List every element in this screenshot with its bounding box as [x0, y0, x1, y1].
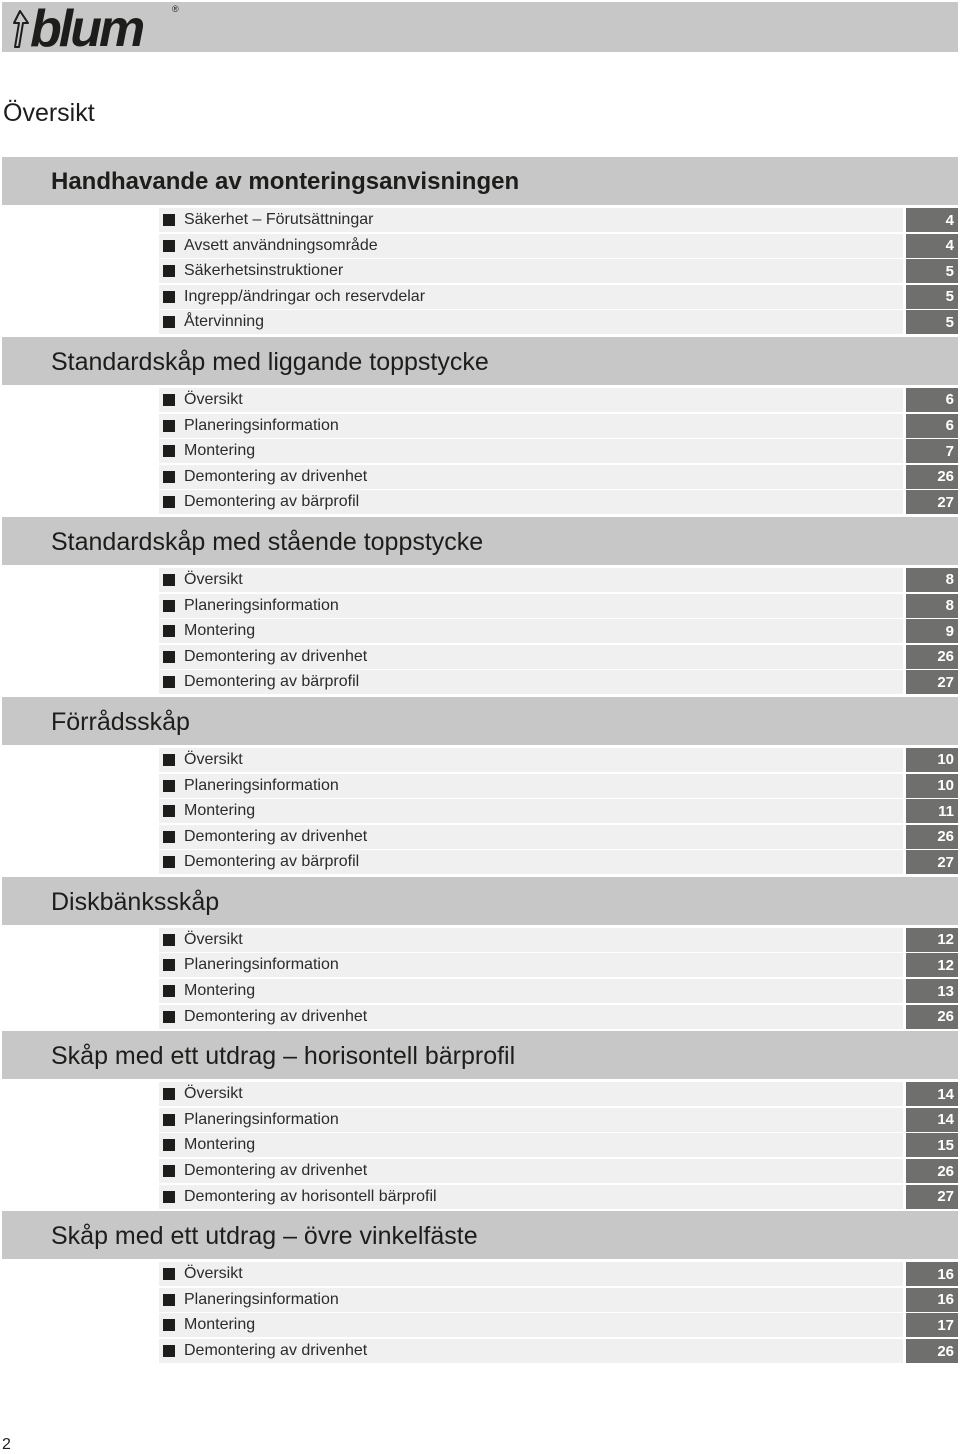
- toc-entry-label: Översikt: [184, 930, 243, 948]
- toc-entry-main: [159, 774, 903, 798]
- toc-entry-main: [159, 310, 903, 334]
- toc-entry-main: [159, 1262, 903, 1286]
- toc-entry-page-number: 4: [906, 208, 958, 232]
- toc-entry[interactable]: [159, 1005, 958, 1029]
- toc-entry[interactable]: [159, 1133, 958, 1157]
- header-band: [2, 0, 958, 58]
- toc-entry[interactable]: [159, 619, 958, 643]
- toc-entry-main: [159, 208, 903, 232]
- square-bullet-icon: [163, 420, 175, 432]
- square-bullet-icon: [163, 240, 175, 252]
- toc-entry-label: Planeringsinformation: [184, 416, 339, 434]
- toc-entry-main: [159, 825, 903, 849]
- toc-entry-page-number: 5: [906, 259, 958, 283]
- toc-entry-main: [159, 928, 903, 952]
- toc-entry-page-number: 27: [906, 490, 958, 514]
- toc-entry-label: Montering: [184, 982, 256, 1000]
- toc-entry-label: Demontering av drivenhet: [184, 1162, 368, 1180]
- toc-entry-label: Demontering av bärprofil: [184, 673, 360, 691]
- toc-entry-page-number: 26: [906, 645, 958, 669]
- toc-entry-page-number: 17: [906, 1313, 958, 1337]
- square-bullet-icon: [163, 625, 175, 637]
- toc-entry-page-number: 26: [906, 1339, 958, 1363]
- toc-entry-label: Återvinning: [184, 313, 265, 331]
- toc-entry-page-number: 16: [906, 1288, 958, 1312]
- toc-entry[interactable]: [159, 594, 958, 618]
- square-bullet-icon: [163, 1088, 175, 1100]
- toc-entry-page-number: 6: [906, 414, 958, 438]
- toc-entry[interactable]: [159, 825, 958, 849]
- toc-entry-page-number: 5: [906, 285, 958, 309]
- toc-entry[interactable]: [159, 388, 958, 412]
- toc-entry[interactable]: [159, 259, 958, 283]
- page-number: 2: [2, 1436, 11, 1453]
- toc-entry[interactable]: [159, 979, 958, 1003]
- toc-entry-label: Demontering av drivenhet: [184, 467, 368, 485]
- toc-entry[interactable]: [159, 568, 958, 592]
- toc-entry-page-number: 5: [906, 310, 958, 334]
- toc-entry[interactable]: [159, 208, 958, 232]
- square-bullet-icon: [163, 316, 175, 328]
- square-bullet-icon: [163, 1139, 175, 1151]
- toc-entry-main: [159, 490, 903, 514]
- toc-entry-page-number: 8: [906, 568, 958, 592]
- toc-entry-label: Demontering av bärprofil: [184, 853, 360, 871]
- toc-entry-label: Planeringsinformation: [184, 1110, 339, 1128]
- toc-entry-label: Översikt: [184, 390, 243, 408]
- section-title: Skåp med ett utdrag – övre vinkelfäste: [51, 1222, 478, 1251]
- toc-entry-label: Ingrepp/ändringar och reservdelar: [184, 287, 426, 305]
- page-title: Översikt: [3, 99, 95, 127]
- square-bullet-icon: [163, 394, 175, 406]
- toc-entry-label: Översikt: [184, 1085, 243, 1103]
- toc-entry[interactable]: [159, 748, 958, 772]
- toc-entry-main: [159, 799, 903, 823]
- toc-entry-label: Planeringsinformation: [184, 1290, 339, 1308]
- toc-entry[interactable]: [159, 1185, 958, 1209]
- toc-entry[interactable]: [159, 1313, 958, 1337]
- toc-entry-label: Montering: [184, 1316, 256, 1334]
- toc-entry[interactable]: [159, 670, 958, 694]
- square-bullet-icon: [163, 1319, 175, 1331]
- toc-entry-main: [159, 748, 903, 772]
- toc-entry-main: [159, 1288, 903, 1312]
- section-title: Standardskåp med liggande toppstycke: [51, 347, 489, 376]
- toc-entry-main: [159, 1339, 903, 1363]
- square-bullet-icon: [163, 1294, 175, 1306]
- square-bullet-icon: [163, 805, 175, 817]
- toc-entry-main: [159, 234, 903, 258]
- toc-entry[interactable]: [159, 1108, 958, 1132]
- toc-entry-page-number: 27: [906, 670, 958, 694]
- toc-entry[interactable]: [159, 234, 958, 258]
- toc-entry[interactable]: [159, 414, 958, 438]
- toc-entry-page-number: 10: [906, 748, 958, 772]
- toc-entry-label: Demontering av drivenhet: [184, 647, 368, 665]
- table-of-contents: [2, 156, 958, 1365]
- toc-entry-label: Demontering av drivenhet: [184, 827, 368, 845]
- toc-entry-label: Säkerhetsinstruktioner: [184, 262, 344, 280]
- logo-text: blum: [30, 0, 143, 58]
- toc-entry-label: Översikt: [184, 1265, 243, 1283]
- toc-entry-main: [159, 1133, 903, 1157]
- toc-entry-page-number: 13: [906, 979, 958, 1003]
- toc-entry-page-number: 12: [906, 953, 958, 977]
- toc-entry[interactable]: [159, 490, 958, 514]
- toc-entry-label: Demontering av bärprofil: [184, 493, 360, 511]
- toc-entry-main: [159, 1005, 903, 1029]
- registered-mark: ®: [172, 4, 179, 14]
- square-bullet-icon: [163, 291, 175, 303]
- toc-entry-page-number: 10: [906, 774, 958, 798]
- toc-entry-label: Montering: [184, 442, 256, 460]
- toc-entry-page-number: 27: [906, 1185, 958, 1209]
- toc-entry-main: [159, 645, 903, 669]
- toc-entry-page-number: 27: [906, 850, 958, 874]
- toc-entry[interactable]: [159, 1082, 958, 1106]
- section-title: Förrådsskåp: [51, 707, 190, 736]
- square-bullet-icon: [163, 934, 175, 946]
- toc-entry-page-number: 9: [906, 619, 958, 643]
- square-bullet-icon: [163, 1268, 175, 1280]
- toc-entry-main: [159, 670, 903, 694]
- toc-entry-label: Planeringsinformation: [184, 956, 339, 974]
- toc-entry-main: [159, 1185, 903, 1209]
- toc-entry-label: Montering: [184, 1136, 256, 1154]
- toc-entry-page-number: 12: [906, 928, 958, 952]
- toc-entry-label: Översikt: [184, 750, 243, 768]
- toc-entry[interactable]: [159, 310, 958, 334]
- square-bullet-icon: [163, 471, 175, 483]
- toc-entry-page-number: 16: [906, 1262, 958, 1286]
- toc-entry-label: Demontering av drivenhet: [184, 1342, 368, 1359]
- toc-entry-label: Översikt: [184, 570, 243, 588]
- section-header: [2, 156, 958, 205]
- toc-entry[interactable]: [159, 928, 958, 952]
- toc-entry-label: Avsett användningsområde: [184, 236, 378, 254]
- toc-entry-main: [159, 1082, 903, 1106]
- toc-entry-page-number: 11: [906, 799, 958, 823]
- toc-entry-label: Demontering av horisontell bärprofil: [184, 1187, 437, 1205]
- toc-entry[interactable]: [159, 850, 958, 874]
- square-bullet-icon: [163, 651, 175, 663]
- square-bullet-icon: [163, 214, 175, 226]
- toc-entry[interactable]: [159, 799, 958, 823]
- toc-entry-label: Planeringsinformation: [184, 776, 339, 794]
- toc-entry-page-number: 4: [906, 234, 958, 258]
- toc-entry[interactable]: [159, 1339, 958, 1363]
- square-bullet-icon: [163, 1011, 175, 1023]
- toc-entry-page-number: 26: [906, 825, 958, 849]
- toc-entry-main: [159, 414, 903, 438]
- square-bullet-icon: [163, 856, 175, 868]
- toc-entry-page-number: 8: [906, 594, 958, 618]
- toc-entry-label: Montering: [184, 622, 256, 640]
- toc-entry-label: Planeringsinformation: [184, 596, 339, 614]
- toc-entry-main: [159, 850, 903, 874]
- toc-entry-label: Säkerhet – Förutsättningar: [184, 211, 374, 228]
- toc-entry-main: [159, 285, 903, 309]
- square-bullet-icon: [163, 780, 175, 792]
- toc-entry-main: [159, 465, 903, 489]
- toc-entry-page-number: 14: [906, 1108, 958, 1132]
- square-bullet-icon: [163, 959, 175, 971]
- square-bullet-icon: [163, 1191, 175, 1203]
- section-title: Diskbänksskåp: [51, 887, 220, 916]
- section-header: [2, 516, 958, 565]
- toc-entry-main: [159, 259, 903, 283]
- toc-entry[interactable]: [159, 285, 958, 309]
- toc-entry-main: [159, 1313, 903, 1337]
- square-bullet-icon: [163, 600, 175, 612]
- square-bullet-icon: [163, 1165, 175, 1177]
- square-bullet-icon: [163, 265, 175, 277]
- toc-entry[interactable]: [159, 1159, 958, 1183]
- toc-entry-main: [159, 1159, 903, 1183]
- toc-entry[interactable]: [159, 439, 958, 463]
- toc-entry-main: [159, 1108, 903, 1132]
- square-bullet-icon: [163, 831, 175, 843]
- toc-entry-main: [159, 439, 903, 463]
- toc-entry[interactable]: [159, 774, 958, 798]
- toc-entry-page-number: 7: [906, 439, 958, 463]
- section-title: Standardskåp med stående toppstycke: [51, 527, 484, 556]
- toc-entry[interactable]: [159, 953, 958, 977]
- toc-entry-page-number: 14: [906, 1082, 958, 1106]
- square-bullet-icon: [163, 1345, 175, 1357]
- square-bullet-icon: [163, 496, 175, 508]
- section-header: [2, 876, 958, 925]
- toc-entry[interactable]: [159, 1262, 958, 1286]
- toc-entry-label: Montering: [184, 802, 256, 820]
- toc-entry[interactable]: [159, 1288, 958, 1312]
- section-title: Skåp med ett utdrag – horisontell bärprofil: [51, 1042, 516, 1071]
- toc-entry-main: [159, 594, 903, 618]
- section-header: [2, 1030, 958, 1079]
- toc-entry[interactable]: [159, 465, 958, 489]
- section-header: [2, 336, 958, 385]
- toc-entry-page-number: 26: [906, 1159, 958, 1183]
- toc-entry[interactable]: [159, 645, 958, 669]
- toc-entry-main: [159, 388, 903, 412]
- square-bullet-icon: [163, 754, 175, 766]
- toc-entry-main: [159, 568, 903, 592]
- blum-logo: [8, 0, 143, 58]
- square-bullet-icon: [163, 574, 175, 586]
- toc-entry-label: Demontering av drivenhet: [184, 1007, 368, 1025]
- square-bullet-icon: [163, 445, 175, 457]
- toc-entry-page-number: 6: [906, 388, 958, 412]
- square-bullet-icon: [163, 1114, 175, 1126]
- toc-entry-page-number: 15: [906, 1133, 958, 1157]
- section-header: [2, 1210, 958, 1259]
- toc-entry-main: [159, 619, 903, 643]
- blum-arrow-icon: [8, 9, 32, 49]
- section-title: Handhavande av monteringsanvisningen: [51, 168, 520, 195]
- toc-entry-main: [159, 979, 903, 1003]
- toc-entry-main: [159, 953, 903, 977]
- toc-entry-page-number: 26: [906, 1005, 958, 1029]
- square-bullet-icon: [163, 676, 175, 688]
- section-header: [2, 696, 958, 745]
- square-bullet-icon: [163, 985, 175, 997]
- toc-entry-page-number: 26: [906, 465, 958, 489]
